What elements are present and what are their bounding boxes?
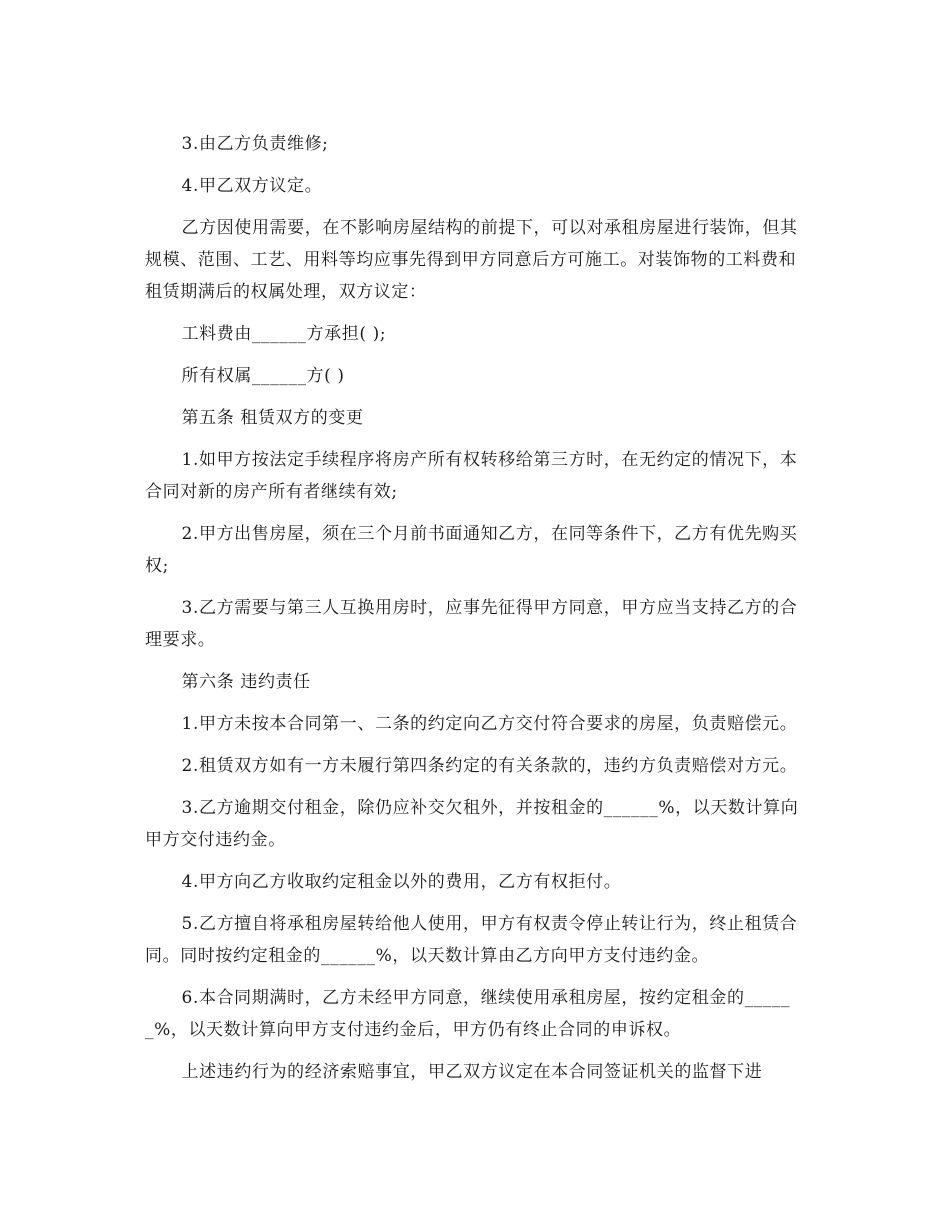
paragraph-item-4-agreement: 4.甲乙双方议定。 [181,176,323,196]
paragraph-item-3-repair: 3.由乙方负责维修; [181,134,329,154]
paragraph-article-5-item-3: 3.乙方需要与第三人互换用房时，应事先征得甲方同意，甲方应当支持乙方的合理要求。 [145,598,798,650]
section-heading-article-5: 第五条 租赁双方的变更 [181,408,364,428]
paragraph-article-6-item-5: 5.乙方擅自将承租房屋转给他人使用，甲方有权责令停止转让行为，终止租赁合同。同时按约定租金的______%，以天数计算由乙方向甲方支付违约金。 [145,914,798,966]
paragraph-material-cost: 工料费由______方承担( ); [181,324,387,344]
section-heading-article-6: 第六条 违约责任 [181,672,311,692]
paragraph-article-5-item-1: 1.如甲方按法定手续程序将房产所有权转移给第三方时，在无约定的情况下，本合同对新的房产所有者继续有效; [145,450,798,502]
paragraph-article-6-item-1: 1.甲方未按本合同第一、二条的约定向乙方交付符合要求的房屋，负责赔偿元。 [181,714,798,734]
paragraph-article-6-item-6: 6.本合同期满时，乙方未经甲方同意，继续使用承租房屋，按约定租金的______%，以天数计算向甲方支付违约金后，甲方仍有终止合同的申诉权。 [145,988,791,1040]
paragraph-article-6-item-3: 3.乙方逾期交付租金，除仍应补交欠租外，并按租金的______%，以天数计算向甲方交付违约金。 [145,798,799,850]
paragraph-ownership: 所有权属______方( ) [181,366,345,386]
paragraph-article-5-item-2: 2.甲方出售房屋，须在三个月前书面通知乙方，在同等条件下，乙方有优先购买权; [145,524,798,576]
paragraph-article-6-item-2: 2.租赁双方如有一方未履行第四条约定的有关条款的，违约方负责赔偿对方元。 [181,756,798,776]
paragraph-claims: 上述违约行为的经济索赔事宜，甲乙双方议定在本合同签证机关的监督下进 [181,1062,763,1082]
paragraph-article-6-item-4: 4.甲方向乙方收取约定租金以外的费用，乙方有权拒付。 [181,872,622,892]
document-body [145,128,810,1098]
paragraph-decoration: 乙方因使用需要，在不影响房屋结构的前提下，可以对承租房屋进行装饰，但其规模、范围、工艺、用料等均应事先得到甲方同意后方可施工。对装饰物的工料费和租赁期满后的权属处理，双方议定： [145,218,798,302]
